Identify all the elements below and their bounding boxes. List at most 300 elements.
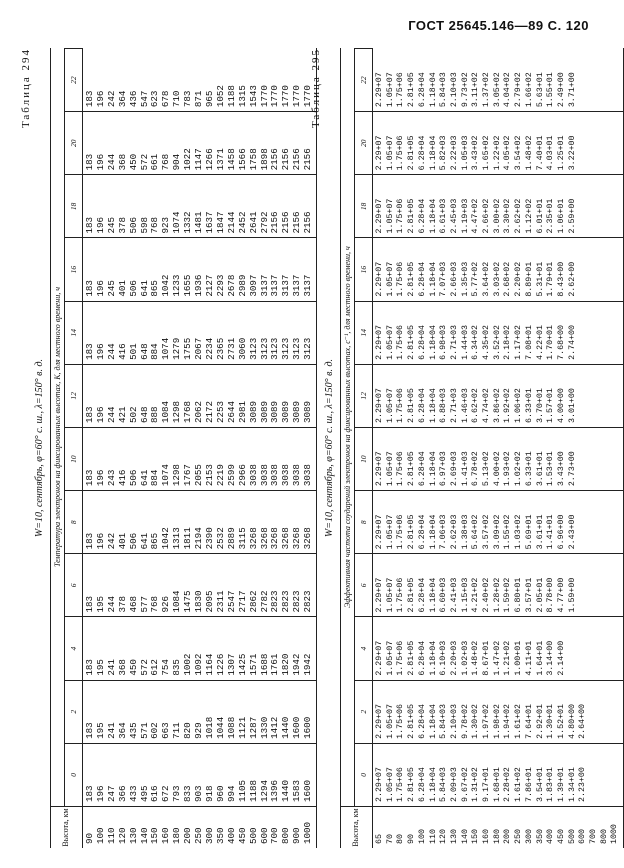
data-cell: 6.28+04 bbox=[417, 577, 427, 613]
data-cell: 3038 bbox=[291, 464, 303, 487]
data-cell: 196 bbox=[94, 532, 106, 550]
data-cell: 1.18+04 bbox=[428, 577, 438, 613]
data-cell: 1294 bbox=[258, 779, 270, 802]
data-column bbox=[373, 48, 623, 111]
hour-header: 22 bbox=[355, 48, 373, 111]
data-cell: 960 bbox=[214, 785, 226, 802]
data-cell: 2156 bbox=[280, 211, 292, 234]
data-cell: 2599 bbox=[225, 464, 237, 487]
data-cell: 2678 bbox=[225, 274, 237, 297]
height-cell: 450 bbox=[236, 827, 248, 844]
data-cell: 2823 bbox=[280, 590, 292, 613]
data-cell: 1332 bbox=[182, 211, 194, 234]
data-cell: 1.75+06 bbox=[396, 577, 406, 613]
height-cell: 180 bbox=[492, 829, 502, 844]
data-cell: 1475 bbox=[182, 590, 194, 613]
data-cell: 183 bbox=[84, 595, 95, 613]
data-cell: 598 bbox=[138, 216, 150, 234]
data-column bbox=[83, 364, 316, 427]
table-number: Таблица 295 bbox=[310, 48, 322, 129]
data-cell: 7.40+01 bbox=[535, 135, 545, 171]
data-cell: 7.07+03 bbox=[439, 261, 449, 297]
data-cell: 1.28+02 bbox=[492, 577, 502, 613]
hour-header: 14 bbox=[65, 301, 83, 364]
data-cell: 2731 bbox=[225, 337, 237, 360]
data-cell: 1.30+02 bbox=[471, 703, 481, 739]
data-cell: 3123 bbox=[302, 337, 314, 360]
data-cell: 2.29+07 bbox=[375, 261, 384, 297]
data-cell: 2.71+03 bbox=[449, 324, 459, 360]
data-cell: 710 bbox=[171, 90, 183, 108]
data-cell: 183 bbox=[84, 280, 95, 297]
data-cell: 183 bbox=[84, 216, 95, 234]
data-cell: 1936 bbox=[193, 274, 205, 297]
data-cell: 2.18+02 bbox=[503, 324, 513, 360]
data-cell: 1.06+01 bbox=[556, 198, 566, 234]
data-cell: 3.54+01 bbox=[535, 767, 545, 802]
data-cell: 2.81+05 bbox=[407, 135, 417, 171]
data-cell: 3115 bbox=[236, 527, 248, 550]
data-cell: 1287 bbox=[247, 716, 259, 739]
height-cell: 400 bbox=[546, 829, 556, 844]
data-cell: 2.49+00 bbox=[556, 72, 566, 108]
height-values-column bbox=[373, 806, 623, 848]
data-cell: 5.84+03 bbox=[439, 703, 449, 739]
data-cell: 2.43+00 bbox=[567, 514, 577, 550]
data-cell: 3060 bbox=[236, 337, 248, 360]
data-cell: 435 bbox=[127, 722, 139, 739]
hour-header: 6 bbox=[355, 553, 373, 616]
data-column bbox=[373, 301, 623, 364]
data-cell: 1.93+02 bbox=[503, 451, 513, 487]
data-cell: 1.18+04 bbox=[428, 767, 438, 802]
data-cell: 678 bbox=[160, 90, 172, 108]
data-cell: 3137 bbox=[258, 274, 270, 297]
data-cell: 450 bbox=[127, 659, 139, 676]
data-cell: 2.62+03 bbox=[449, 514, 459, 550]
data-cell: 1767 bbox=[182, 464, 194, 487]
data-cell: 5.64+02 bbox=[471, 514, 481, 550]
data-cell: 416 bbox=[116, 469, 128, 487]
data-cell: 1.05+07 bbox=[385, 388, 395, 423]
data-column bbox=[373, 680, 623, 743]
data-cell: 3.52+02 bbox=[492, 324, 502, 360]
data-cell: 8.67+01 bbox=[482, 640, 492, 676]
data-cell: 3137 bbox=[280, 274, 292, 297]
data-column bbox=[373, 427, 623, 490]
data-cell: 1.75+06 bbox=[396, 324, 406, 360]
data-cell: 2219 bbox=[214, 464, 226, 487]
hour-header: 8 bbox=[65, 490, 83, 553]
hour-header: 18 bbox=[65, 174, 83, 237]
data-cell: 3.70+01 bbox=[535, 388, 545, 423]
data-cell: 661 bbox=[149, 153, 161, 171]
data-cell: 196 bbox=[94, 90, 106, 108]
data-cell: 468 bbox=[127, 595, 139, 613]
data-cell: 3123 bbox=[247, 337, 259, 360]
data-cell: 3.05+02 bbox=[492, 72, 502, 108]
data-cell: 6.62+02 bbox=[471, 388, 481, 423]
data-cell: 244 bbox=[105, 595, 117, 613]
hour-header: 16 bbox=[65, 238, 83, 301]
data-cell: 1.75+06 bbox=[396, 135, 406, 171]
height-cell: 140 bbox=[138, 827, 150, 844]
data-cell: 4.04+02 bbox=[503, 72, 513, 108]
height-cell: 100 bbox=[94, 827, 106, 844]
data-cell: 1.64+01 bbox=[535, 640, 545, 676]
data-cell: 6.28+04 bbox=[417, 514, 427, 550]
data-cell: 378 bbox=[116, 216, 128, 234]
data-cell: 1543 bbox=[247, 85, 259, 108]
data-cell: 1.02+03 bbox=[460, 640, 470, 676]
data-cell: 820 bbox=[182, 722, 194, 739]
data-cell: 2.71+03 bbox=[449, 388, 459, 423]
data-cell: 3.30+02 bbox=[503, 198, 513, 234]
data-cell: 994 bbox=[225, 785, 237, 802]
data-cell: 1600 bbox=[302, 716, 314, 739]
data-cell: 2365 bbox=[214, 337, 226, 360]
height-cell: 1000 bbox=[302, 821, 314, 844]
table-295 bbox=[340, 48, 624, 848]
data-cell: 3089 bbox=[280, 400, 292, 423]
data-cell: 1226 bbox=[214, 653, 226, 676]
data-cell: 6.28+04 bbox=[417, 198, 427, 234]
data-cell: 436 bbox=[127, 90, 139, 108]
data-cell: 2823 bbox=[302, 590, 314, 613]
data-cell: 9.67+02 bbox=[460, 767, 470, 802]
data-cell: 2234 bbox=[203, 337, 215, 360]
data-cell: 1.03+02 bbox=[514, 514, 524, 550]
data-cell: 2.10+03 bbox=[449, 703, 459, 739]
data-cell: 6.28+04 bbox=[417, 640, 427, 676]
data-cell: 1.44+03 bbox=[460, 324, 470, 360]
data-cell: 1.39+01 bbox=[556, 767, 566, 802]
data-cell: 2153 bbox=[203, 464, 215, 487]
hour-header: 8 bbox=[355, 490, 373, 553]
data-cell: 183 bbox=[84, 153, 95, 171]
data-cell: 2.81+05 bbox=[407, 577, 417, 613]
data-cell: 1.00+01 bbox=[514, 640, 524, 676]
data-cell: 1.18+04 bbox=[428, 324, 438, 360]
height-cell: 900 bbox=[291, 827, 303, 844]
data-cell: 2641 bbox=[247, 211, 259, 234]
data-cell: 2644 bbox=[225, 400, 237, 423]
data-cell: 2.81+05 bbox=[407, 388, 417, 423]
data-cell: 1.83+01 bbox=[546, 767, 556, 802]
data-cell: 2.64+00 bbox=[578, 703, 588, 739]
data-cell: 1.35+03 bbox=[460, 261, 470, 297]
table-294-block bbox=[20, 48, 317, 848]
data-cell: 1147 bbox=[193, 148, 205, 171]
height-cell: 150 bbox=[149, 827, 161, 844]
data-cell: 1.61+02 bbox=[514, 767, 524, 802]
data-cell: 2.73+00 bbox=[567, 451, 577, 487]
data-cell: 1.18+04 bbox=[428, 640, 438, 676]
data-cell: 1.18+04 bbox=[428, 135, 438, 171]
data-cell: 1637 bbox=[203, 211, 215, 234]
data-cell: 401 bbox=[116, 532, 128, 550]
data-cell: 1315 bbox=[236, 85, 248, 108]
data-cell: 888 bbox=[149, 406, 161, 423]
data-cell: 7.68+00 bbox=[556, 324, 566, 360]
hour-header: 16 bbox=[355, 238, 373, 301]
data-cell: 5.63+01 bbox=[535, 72, 545, 108]
data-cell: 195 bbox=[94, 722, 106, 739]
data-cell: 2.29+07 bbox=[375, 514, 384, 550]
data-cell: 2.09+03 bbox=[449, 767, 459, 802]
data-cell: 602 bbox=[149, 722, 161, 739]
data-cell: 1.55+01 bbox=[546, 72, 556, 108]
table-294 bbox=[50, 48, 317, 848]
data-cell: 4.03+01 bbox=[546, 135, 556, 171]
data-cell: 3.61+01 bbox=[535, 451, 545, 487]
data-cell: 183 bbox=[84, 406, 95, 423]
data-cell: 4.74+02 bbox=[482, 388, 492, 423]
data-cell: 242 bbox=[105, 532, 117, 550]
data-cell: 572 bbox=[138, 153, 150, 171]
data-cell: 1.18+04 bbox=[428, 451, 438, 487]
data-column bbox=[373, 364, 623, 427]
data-cell: 1.21+02 bbox=[503, 640, 513, 676]
height-cell: 90 bbox=[407, 834, 417, 844]
data-cell: 1088 bbox=[225, 716, 237, 739]
data-cell: 1.70+01 bbox=[546, 324, 556, 360]
data-cell: 364 bbox=[116, 722, 128, 739]
data-cell: 6.60+03 bbox=[439, 577, 449, 613]
data-cell: 9.73+02 bbox=[460, 72, 470, 108]
data-cell: 2156 bbox=[280, 148, 292, 171]
height-cell: 110 bbox=[105, 827, 117, 844]
data-cell: 1.47+02 bbox=[492, 640, 502, 676]
data-column bbox=[83, 553, 316, 616]
height-cell: 800 bbox=[280, 827, 292, 844]
data-cell: 1770 bbox=[291, 85, 303, 108]
height-cell: 300 bbox=[203, 827, 215, 844]
data-column bbox=[373, 743, 623, 806]
data-column bbox=[83, 617, 316, 680]
hour-header: 2 bbox=[355, 680, 373, 743]
height-cell: 450 bbox=[556, 829, 566, 844]
data-cell: 1233 bbox=[171, 274, 183, 297]
height-column-header: Высота, км bbox=[51, 806, 83, 848]
height-cell: 160 bbox=[482, 829, 492, 844]
data-cell: 1.65+02 bbox=[482, 135, 492, 171]
data-cell: 1768 bbox=[182, 400, 194, 423]
height-cell: 1000 bbox=[610, 824, 620, 844]
data-cell: 793 bbox=[171, 785, 183, 802]
data-cell: 3123 bbox=[280, 337, 292, 360]
data-cell: 2293 bbox=[214, 274, 226, 297]
data-column bbox=[373, 617, 623, 680]
data-cell: 2.81+05 bbox=[407, 72, 417, 108]
data-cell: 3268 bbox=[291, 527, 303, 550]
data-cell: 6.97+03 bbox=[439, 451, 449, 487]
data-cell: 196 bbox=[94, 280, 106, 297]
data-cell: 5.69+01 bbox=[524, 514, 534, 550]
table-295-block bbox=[310, 48, 624, 848]
data-column bbox=[83, 301, 316, 364]
data-cell: 1018 bbox=[203, 716, 215, 739]
data-cell: 3268 bbox=[302, 527, 314, 550]
data-column bbox=[373, 553, 623, 616]
data-cell: 9.78+02 bbox=[460, 703, 470, 739]
data-cell: 1.18+04 bbox=[428, 703, 438, 739]
data-cell: 3.86+02 bbox=[492, 388, 502, 423]
data-cell: 1481 bbox=[193, 211, 205, 234]
data-cell: 2156 bbox=[269, 211, 281, 234]
data-cell: 1898 bbox=[258, 148, 270, 171]
data-cell: 2311 bbox=[214, 590, 226, 613]
data-cell: 2.79+02 bbox=[514, 72, 524, 108]
data-cell: 183 bbox=[84, 343, 95, 360]
data-cell: 1121 bbox=[236, 716, 248, 739]
data-cell: 2.81+05 bbox=[407, 767, 417, 802]
data-cell: 4.00+02 bbox=[492, 451, 502, 487]
data-cell: 648 bbox=[138, 343, 150, 360]
data-column bbox=[83, 238, 316, 301]
data-cell: 1.66+02 bbox=[524, 72, 534, 108]
data-cell: 6.34+02 bbox=[471, 324, 481, 360]
data-cell: 641 bbox=[138, 280, 150, 297]
data-cell: 2067 bbox=[193, 337, 205, 360]
data-cell: 1820 bbox=[280, 653, 292, 676]
data-cell: 2055 bbox=[193, 464, 205, 487]
hour-header: 10 bbox=[65, 427, 83, 490]
height-cell: 80 bbox=[396, 834, 406, 844]
data-cell: 366 bbox=[116, 785, 128, 802]
data-cell: 672 bbox=[160, 785, 172, 802]
data-cell: 364 bbox=[116, 90, 128, 108]
data-cell: 3268 bbox=[280, 527, 292, 550]
data-cell: 506 bbox=[127, 469, 139, 487]
data-cell: 6.28+04 bbox=[417, 261, 427, 297]
hour-header: 22 bbox=[65, 48, 83, 111]
data-column bbox=[83, 490, 316, 553]
data-cell: 1440 bbox=[280, 716, 292, 739]
height-cell: 350 bbox=[214, 827, 226, 844]
data-cell: 3.57+02 bbox=[482, 514, 492, 550]
data-cell: 711 bbox=[171, 722, 183, 739]
data-cell: 6.28+04 bbox=[417, 767, 427, 802]
data-cell: 1440 bbox=[280, 779, 292, 802]
data-cell: 3038 bbox=[258, 464, 270, 487]
hour-header: 12 bbox=[355, 364, 373, 427]
data-cell: 3137 bbox=[269, 274, 281, 297]
data-cell: 3038 bbox=[247, 464, 259, 487]
data-cell: 2127 bbox=[203, 274, 215, 297]
table-condition: W=10, сентябрь, φ=60° с. ш., λ=150° в. д. bbox=[34, 358, 45, 538]
data-column bbox=[373, 238, 623, 301]
data-cell: 368 bbox=[116, 659, 128, 676]
data-cell: 2.69+03 bbox=[449, 451, 459, 487]
data-cell: 1.98+02 bbox=[492, 703, 502, 739]
data-cell: 2.29+07 bbox=[375, 324, 384, 360]
data-cell: 1074 bbox=[160, 337, 172, 360]
data-cell: 3.00+02 bbox=[492, 198, 502, 234]
height-cell: 90 bbox=[84, 832, 95, 844]
data-cell: 3089 bbox=[291, 400, 303, 423]
data-cell: 2.20+03 bbox=[449, 640, 459, 676]
data-cell: 1.52+01 bbox=[556, 703, 566, 739]
height-cell: 110 bbox=[428, 829, 438, 844]
data-cell: 1298 bbox=[171, 464, 183, 487]
data-cell: 1.30+01 bbox=[546, 703, 556, 739]
data-cell: 1.18+04 bbox=[428, 388, 438, 423]
data-cell: 196 bbox=[94, 406, 106, 423]
data-cell: 3.43+02 bbox=[471, 135, 481, 171]
height-cell: 800 bbox=[599, 829, 609, 844]
data-cell: 1942 bbox=[302, 653, 314, 676]
data-cell: 641 bbox=[138, 532, 150, 550]
data-cell: 1583 bbox=[291, 779, 303, 802]
data-cell: 245 bbox=[105, 216, 117, 234]
data-cell: 929 bbox=[193, 722, 205, 739]
data-cell: 884 bbox=[149, 343, 161, 360]
data-cell: 2.22+03 bbox=[449, 135, 459, 171]
data-cell: 5.77+02 bbox=[471, 261, 481, 297]
data-cell: 1.46+03 bbox=[460, 388, 470, 423]
data-cell: 2.62+00 bbox=[567, 261, 577, 297]
data-cell: 242 bbox=[105, 90, 117, 108]
data-cell: 2981 bbox=[236, 400, 248, 423]
data-cell: 1.18+04 bbox=[428, 72, 438, 108]
data-cell: 1.75+06 bbox=[396, 198, 406, 234]
data-cell: 3123 bbox=[258, 337, 270, 360]
data-cell: 1.05+07 bbox=[385, 261, 395, 297]
data-cell: 1571 bbox=[247, 653, 259, 676]
data-cell: 904 bbox=[171, 153, 183, 171]
data-cell: 2.05+01 bbox=[535, 577, 545, 613]
data-cell: 450 bbox=[127, 153, 139, 171]
height-cell: 150 bbox=[471, 829, 481, 844]
data-cell: 3137 bbox=[291, 274, 303, 297]
data-cell: 1371 bbox=[214, 148, 226, 171]
data-cell: 4.11+01 bbox=[524, 640, 534, 676]
data-cell: 1.97+02 bbox=[482, 703, 492, 739]
data-cell: 2156 bbox=[269, 148, 281, 171]
data-cell: 1.61+02 bbox=[514, 703, 524, 739]
data-cell: 3.09+02 bbox=[492, 514, 502, 550]
data-cell: 506 bbox=[127, 216, 139, 234]
data-cell: 501 bbox=[127, 343, 139, 360]
data-cell: 1.31+02 bbox=[471, 767, 481, 802]
data-cell: 1.75+06 bbox=[396, 72, 406, 108]
data-cell: 2.81+05 bbox=[407, 514, 417, 550]
data-cell: 1.12+02 bbox=[524, 198, 534, 234]
data-cell: 495 bbox=[138, 785, 150, 802]
data-cell: 547 bbox=[138, 90, 150, 108]
data-cell: 1770 bbox=[302, 85, 314, 108]
data-cell: 1.19+03 bbox=[460, 198, 470, 234]
hour-header: 14 bbox=[355, 301, 373, 364]
data-cell: 833 bbox=[182, 785, 194, 802]
hour-header: 6 bbox=[65, 553, 83, 616]
data-cell: 2.62+02 bbox=[514, 198, 524, 234]
data-cell: 1.75+06 bbox=[396, 261, 406, 297]
hour-header: 0 bbox=[65, 743, 83, 806]
data-cell: 1307 bbox=[225, 653, 237, 676]
data-cell: 6.78+02 bbox=[471, 451, 481, 487]
data-cell: 577 bbox=[138, 595, 150, 613]
data-cell: 245 bbox=[105, 280, 117, 297]
data-cell: 1688 bbox=[258, 653, 270, 676]
data-cell: 3123 bbox=[291, 337, 303, 360]
data-cell: 2.66+02 bbox=[482, 198, 492, 234]
data-cell: 1.05+07 bbox=[385, 451, 395, 487]
data-cell: 1188 bbox=[225, 85, 237, 108]
data-cell: 1655 bbox=[182, 274, 194, 297]
data-cell: 1.79+01 bbox=[546, 261, 556, 297]
